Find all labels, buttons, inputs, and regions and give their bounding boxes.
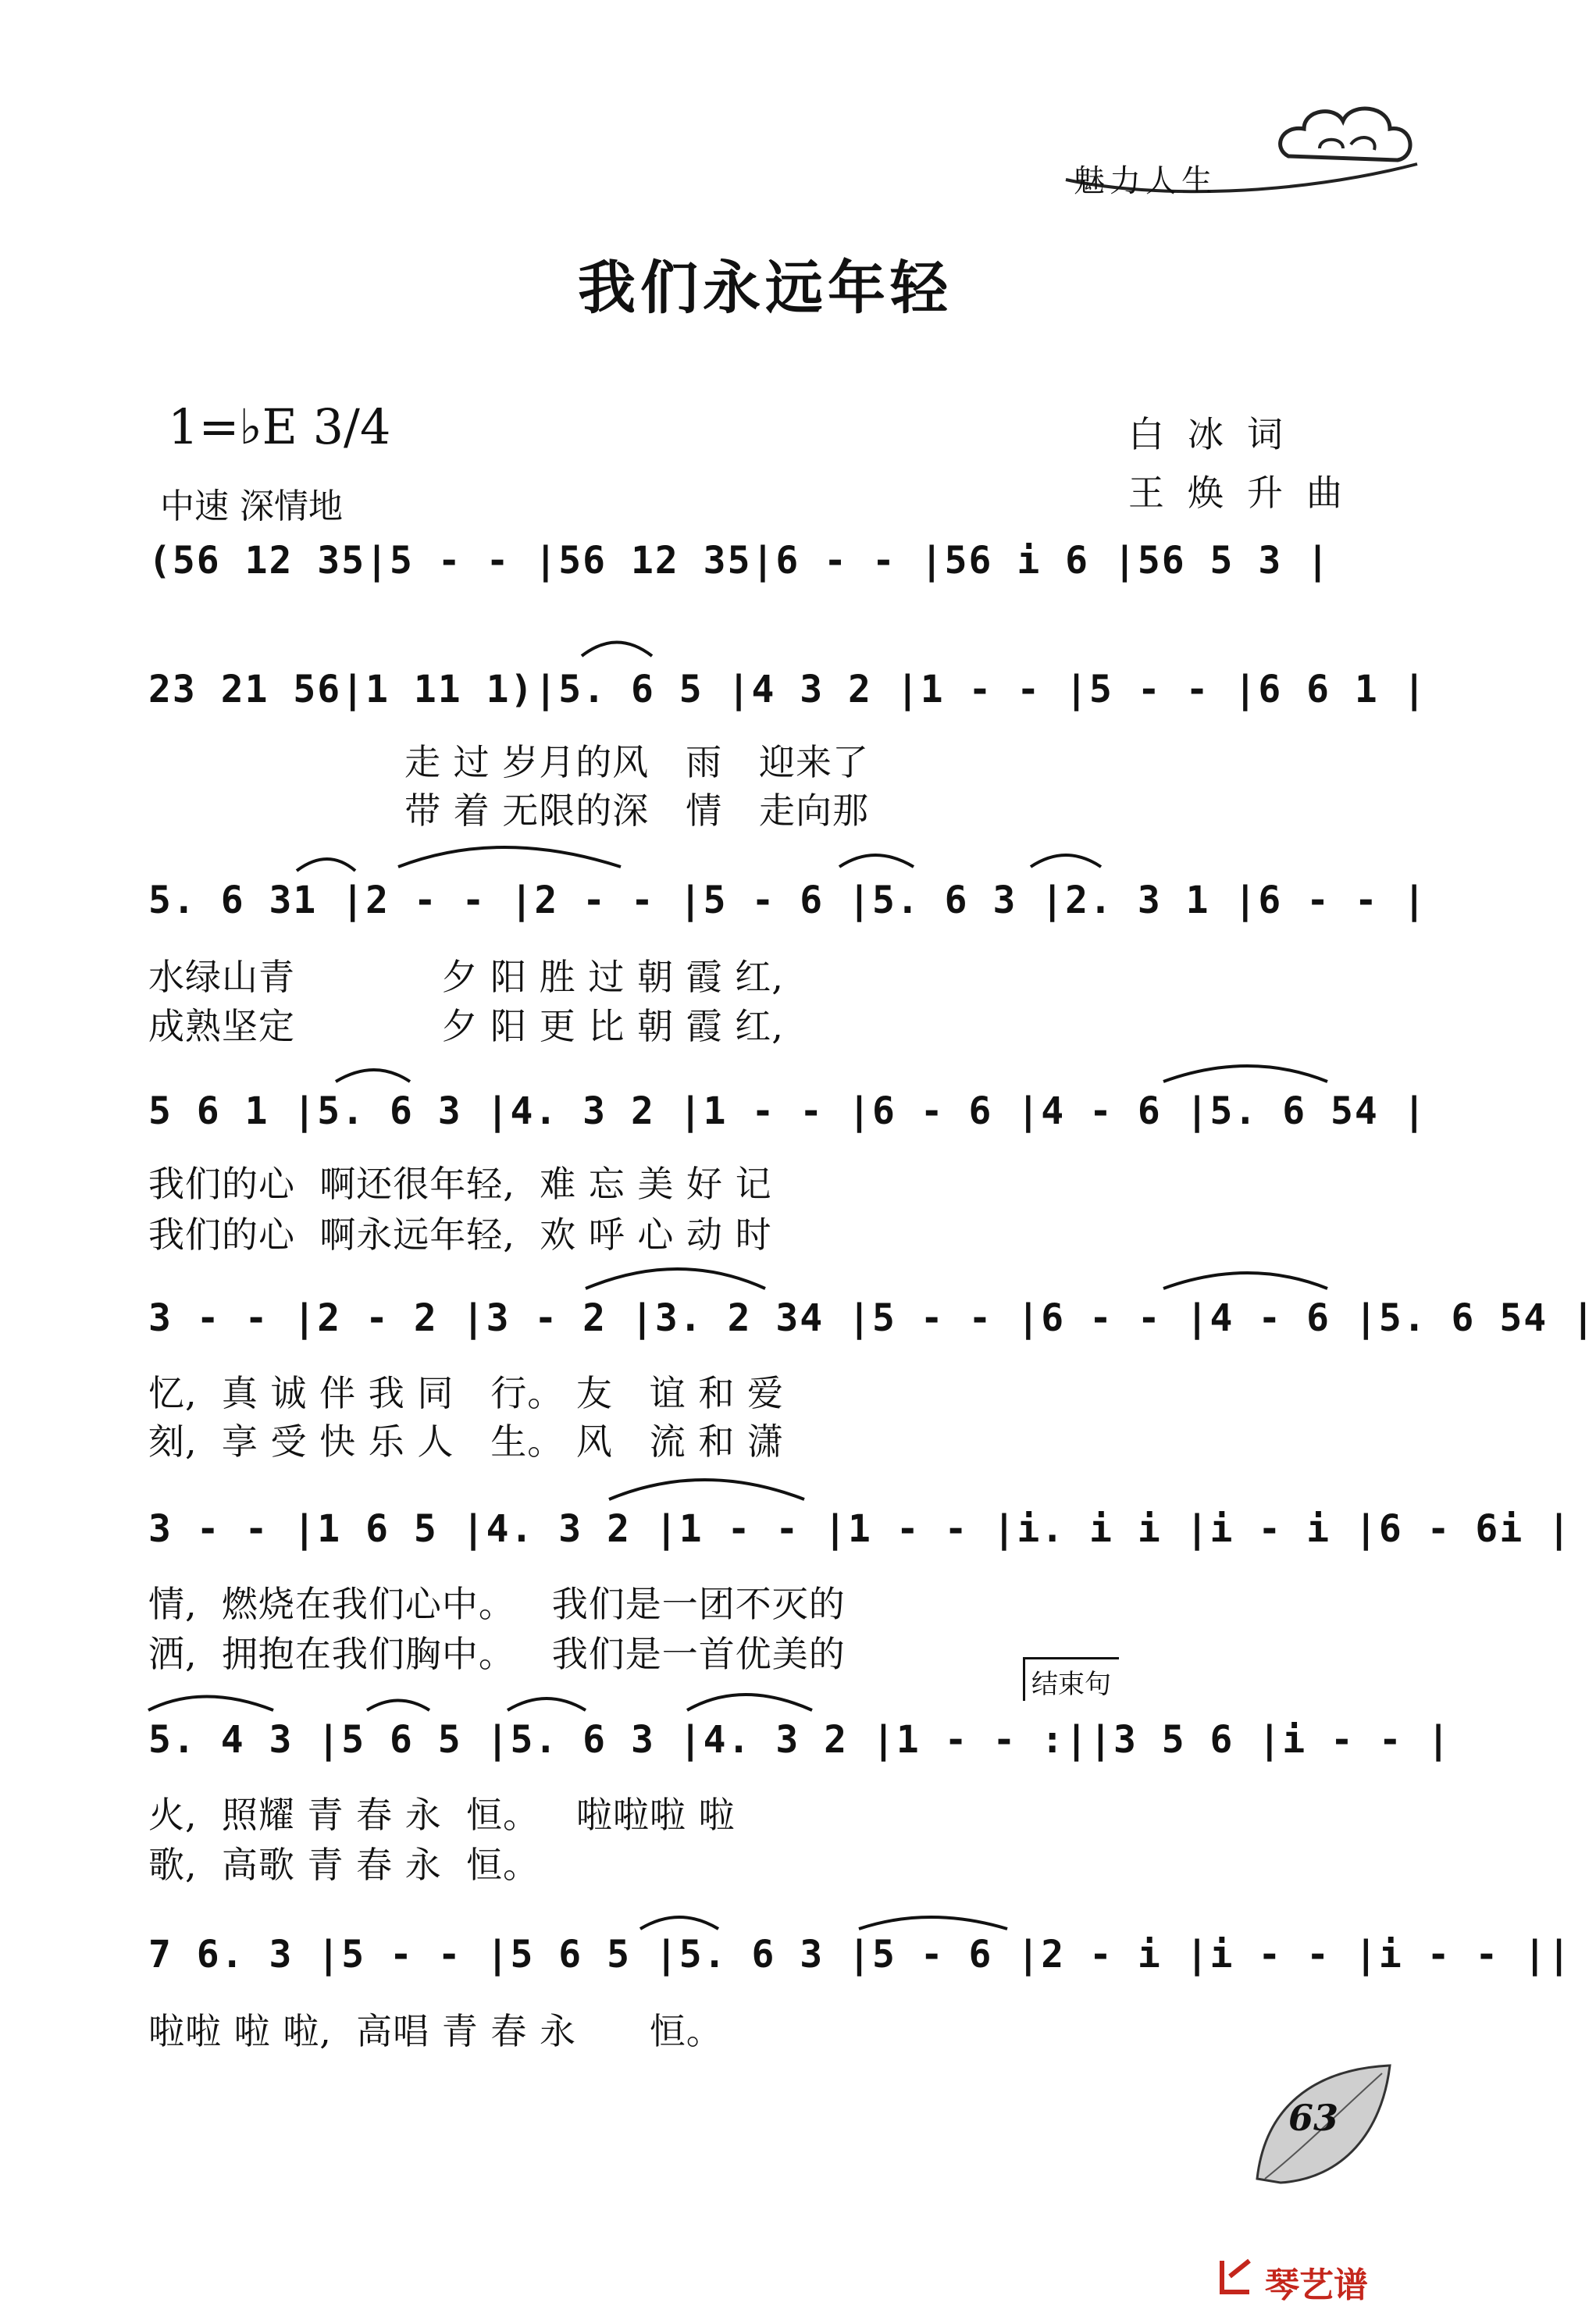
lyric-line-2-verse-1: 走 过 岁月的风 雨 迎来了 xyxy=(148,741,870,783)
notation-line-1: (56 12 35|5 - - |56 12 35|6 - - |56 i 6 |56 5 3 | xyxy=(148,539,1331,583)
lyric-line-4-verse-1: 我们的心 啊还很年轻, 难 忘 美 好 记 xyxy=(148,1163,772,1205)
lyric-line-7-verse-2: 歌, 高歌 青 春 永 恒。 xyxy=(148,1844,540,1886)
lyric-line-5-verse-1: 忆, 真 诚 伴 我 同 行。 友 谊 和 爱 xyxy=(148,1372,784,1414)
lyric-line-3-verse-1: 水绿山青 夕 阳 胜 过 朝 霞 红, xyxy=(148,956,784,998)
lyric-line-3-verse-2: 成熟坚定 夕 阳 更 比 朝 霞 红, xyxy=(148,1005,784,1047)
page-number: 63 xyxy=(1288,2097,1339,2139)
notation-line-7: 5. 4 3 |5 6 5 |5. 6 3 |4. 3 2 |1 - - :||3 5 6 |i - - | xyxy=(148,1718,1452,1762)
notation-line-3: 5. 6 31 |2 - - |2 - - |5 - 6 |5. 6 3 |2. 3 1 |6 - - | xyxy=(148,879,1427,922)
notation-line-5: 3 - - |2 - 2 |3 - 2 |3. 2 34 |5 - - |6 - - |4 - 6 |5. 6 54 | xyxy=(148,1296,1596,1340)
lyric-line-6-verse-2: 洒, 拥抱在我们胸中。 我们是一首优美的 xyxy=(148,1633,846,1675)
lyric-line-7-verse-1: 火, 照耀 青 春 永 恒。 啦啦啦 啦 xyxy=(148,1794,736,1836)
composer-credit: 王焕升曲 xyxy=(1128,472,1366,514)
series-label: 魅力人生 xyxy=(1074,163,1217,199)
watermark-text: 琴艺谱 xyxy=(1265,2265,1368,2305)
lyric-line-4-verse-2: 我们的心 啊永远年轻, 欢 呼 心 动 时 xyxy=(148,1214,772,1256)
lyric-line-5-verse-2: 刻, 享 受 快 乐 人 生。 风 流 和 潇 xyxy=(148,1420,784,1463)
lyric-line-6-verse-1: 情, 燃烧在我们心中。 我们是一团不灭的 xyxy=(148,1583,846,1625)
ending-bracket-label: 结束句 xyxy=(1023,1657,1119,1701)
tempo-marking: 中速 深情地 xyxy=(160,487,343,526)
lyric-line-2-verse-2: 带 着 无限的深 情 走向那 xyxy=(148,790,870,832)
watermark-logo-icon xyxy=(1218,2253,1257,2300)
notation-line-6: 3 - - |1 6 5 |4. 3 2 |1 - - |1 - - |i. i i |i - i |6 - 6i | xyxy=(148,1507,1573,1551)
lyricist-credit: 白冰词 xyxy=(1128,413,1306,455)
key-signature: 1=♭E 3/4 xyxy=(168,398,391,455)
song-title: 我们永远年轻 xyxy=(578,255,953,322)
notation-line-8: 7 6. 3 |5 - - |5 6 5 |5. 6 3 |5 - 6 |2 - i |i - - |i - - || xyxy=(148,1933,1573,1976)
notation-line-4: 5 6 1 |5. 6 3 |4. 3 2 |1 - - |6 - 6 |4 - 6 |5. 6 54 | xyxy=(148,1089,1427,1133)
lyric-line-8-verse-1: 啦啦 啦 啦, 高唱 青 春 永 恒。 xyxy=(148,2010,723,2052)
notation-line-2: 23 21 56|1 11 1)|5. 6 5 |4 3 2 |1 - - |5 - - |6 6 1 | xyxy=(148,668,1427,711)
